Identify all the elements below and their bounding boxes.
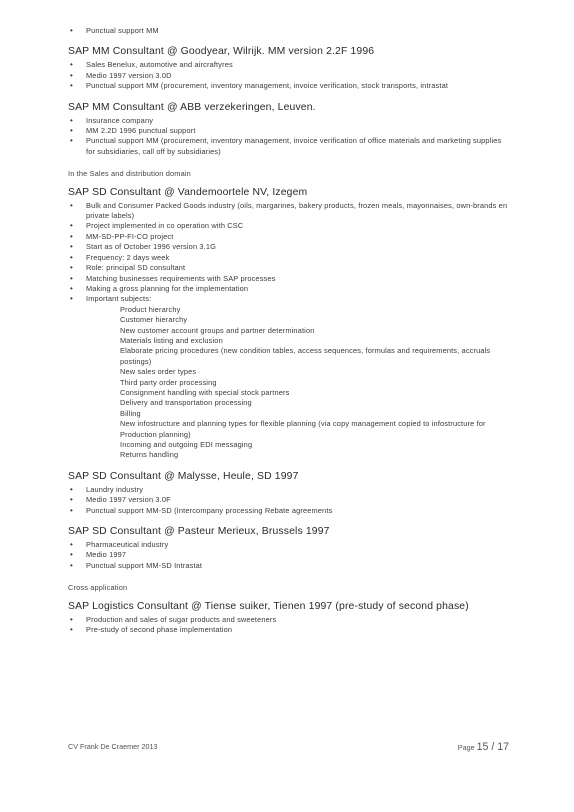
list-item: • Medio 1997 [68, 550, 508, 560]
list-item: • Making a gross planning for the implementation [68, 284, 508, 294]
section-heading: SAP SD Consultant @ Pasteur Merieux, Brussels 1997 [68, 526, 330, 538]
list-item: • Pharmaceutical industry [68, 540, 508, 550]
resume-body [68, 26, 508, 635]
subject-item: New infostructure and planning types for flexible planning (via copy management copied to infostructure for Production planning) [120, 419, 486, 439]
list-item: • Sales Benelux, automotive and aircraftyres [68, 60, 508, 70]
bullet-list [68, 116, 508, 158]
list-item: • Role: principal SD consultant [68, 263, 508, 273]
section-heading: SAP SD Consultant @ Malysse, Heule, SD 1997 [68, 470, 299, 482]
subject-item: Elaborate pricing procedures (new condition tables, access sequences, formulas and requirements, accruals postings) [120, 346, 491, 366]
subject-item: Materials listing and exclusion [120, 335, 223, 345]
footer-author: CV Frank De Craemer 2013 [68, 742, 158, 751]
subject-item: New sales order types [120, 367, 197, 377]
domain-note: In the Sales and distribution domain [68, 169, 191, 179]
list-item: • Punctual support MM-SD Intrastat [68, 561, 508, 571]
list-item: • Medio 1997 version 3.0D [68, 71, 508, 81]
subject-item: Customer hierarchy [120, 315, 188, 325]
list-item: • Insurance company [68, 116, 508, 126]
bullet-list [68, 540, 508, 571]
list-item: • Frequency: 2 days week [68, 253, 508, 263]
subject-item: Delivery and transportation processing [120, 398, 252, 408]
subject-item: Returns handling [120, 450, 179, 460]
list-item: • Start as of October 1996 version 3.1G [68, 242, 508, 252]
page-footer [68, 742, 509, 752]
bullet-list [68, 26, 508, 36]
bullet-list [68, 485, 508, 516]
list-item: • Matching businesses requirements with SAP processes [68, 274, 508, 284]
list-item: • MM-SD-PP-FI-CO project [68, 232, 508, 242]
list-item: • Medio 1997 version 3.0F [68, 495, 508, 505]
section-heading: SAP MM Consultant @ ABB verzekeringen, Leuven. [68, 101, 316, 113]
subject-item: Product hierarchy [120, 304, 181, 314]
subject-list [120, 305, 508, 461]
page-value: 15 / 17 [476, 741, 509, 753]
list-item: • Punctual support MM (procurement, inventory management, invoice verification, stock transports, intrastat [68, 81, 508, 91]
list-item: • Pre-study of second phase implementation [68, 625, 508, 635]
list-item: • Bulk and Consumer Packed Goods industry (oils, margarines, bakery products, frozen meals, mayonnaises, own-brands en private labels) [68, 201, 508, 222]
section-heading: SAP Logistics Consultant @ Tiense suiker, Tienen 1997 (pre-study of second phase) [68, 600, 469, 612]
subject-item: Third party order processing [120, 377, 217, 387]
section-heading: SAP MM Consultant @ Goodyear, Wilrijk. MM version 2.2F 1996 [68, 46, 375, 58]
subject-item: Incoming and outgoing EDI messaging [120, 440, 253, 449]
list-item: • Punctual support MM-SD (Intercompany processing Rebate agreements [68, 506, 508, 516]
subject-item: Billing [120, 408, 141, 418]
domain-note: Cross application [68, 583, 128, 593]
section-heading: SAP SD Consultant @ Vandemoortele NV, Izegem [68, 186, 308, 198]
list-item: • Punctual support MM (procurement, inventory management, invoice verification of office materials and marketing supplies for subsidiaries, call off by subsidiaries) [68, 136, 508, 157]
subject-item: Consignment handling with special stock partners [120, 387, 290, 397]
page-label: Page [457, 743, 475, 752]
bullet-list [68, 201, 508, 305]
list-item: • Production and sales of sugar products and sweeteners [68, 615, 508, 625]
list-item: • MM 2.2D 1996 punctual support [68, 126, 508, 136]
subject-item: New customer account groups and partner determination [120, 325, 315, 335]
bullet-list [68, 615, 508, 636]
list-item: • Laundry industry [68, 485, 508, 495]
list-item: • Project implemented in co operation with CSC [68, 221, 508, 231]
list-item: • Punctual support MM [68, 26, 508, 36]
list-item: • Important subjects: [68, 294, 508, 304]
bullet-list [68, 60, 508, 91]
page-number [458, 742, 509, 753]
